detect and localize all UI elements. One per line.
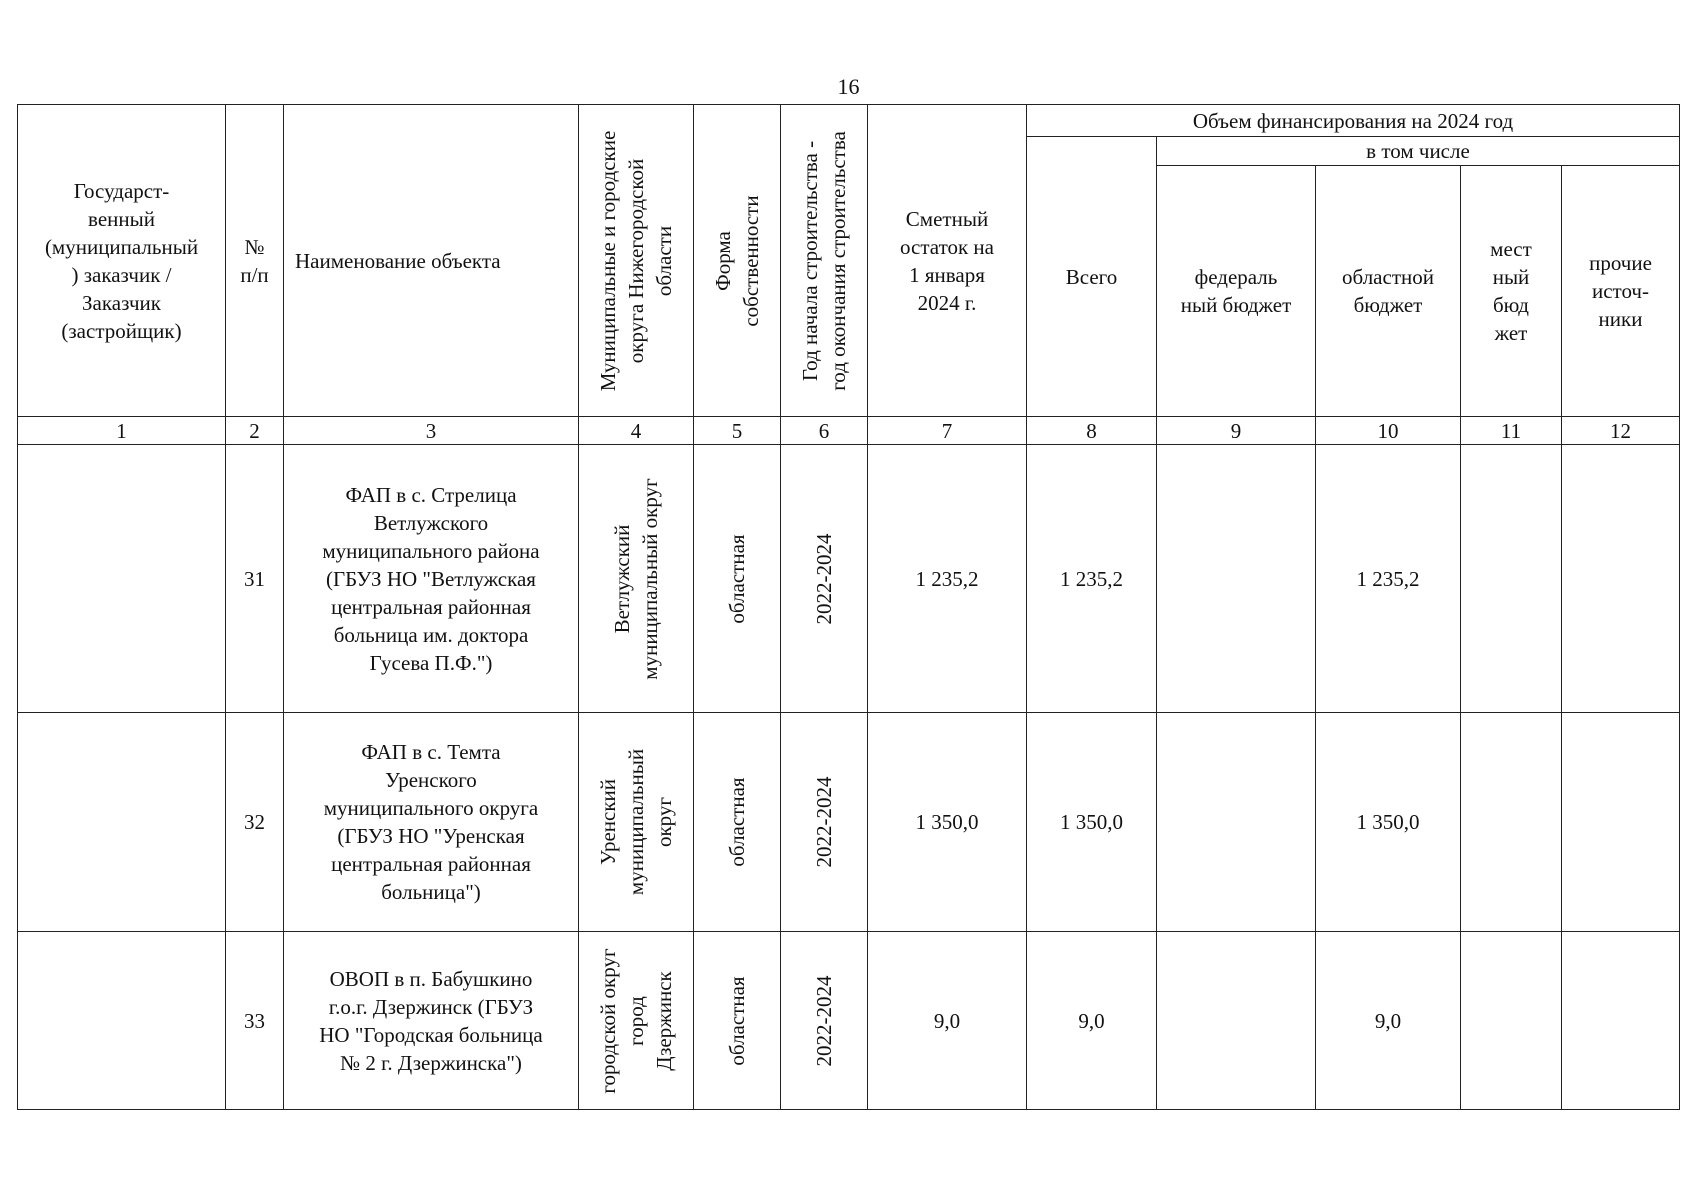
years-cell: 2022-2024 [781, 932, 868, 1110]
other-cell [1562, 713, 1680, 932]
ownership-cell: областная [694, 445, 781, 713]
customer-cell [18, 932, 226, 1110]
column-number: 11 [1461, 417, 1562, 445]
object-name: ФАП в с. Темта Уренского муниципального округа (ГБУЗ НО "Уренская центральная районная больница") [284, 713, 579, 932]
column-number: 7 [868, 417, 1027, 445]
column-number: 5 [694, 417, 781, 445]
header-local-budget: мест ный бюд жет [1461, 166, 1562, 417]
regional-cell: 1 235,2 [1316, 445, 1461, 713]
federal-cell [1157, 713, 1316, 932]
row-number: 31 [226, 445, 284, 713]
header-federal-budget: федераль ный бюджет [1157, 166, 1316, 417]
column-number: 9 [1157, 417, 1316, 445]
column-number: 12 [1562, 417, 1680, 445]
header-ownership: Форма собственности [694, 105, 781, 417]
total-cell: 1 350,0 [1027, 713, 1157, 932]
column-number: 2 [226, 417, 284, 445]
district-cell: городской округ город Дзержинск [579, 932, 694, 1110]
column-number: 10 [1316, 417, 1461, 445]
other-cell [1562, 445, 1680, 713]
estimate-cell: 9,0 [868, 932, 1027, 1110]
page-number: 16 [837, 74, 860, 99]
header-district: Муниципальные и городские округа Нижегородской области [579, 105, 694, 417]
estimate-cell: 1 350,0 [868, 713, 1027, 932]
header-total: Всего [1027, 137, 1157, 417]
object-name: ОВОП в п. Бабушкино г.о.г. Дзержинск (ГБУЗ НО "Городская больница № 2 г. Дзержинска") [284, 932, 579, 1110]
header-construction-years: Год начала строительства - год окончания строительства [781, 105, 868, 417]
object-name: ФАП в с. Стрелица Ветлужского муниципального района (ГБУЗ НО "Ветлужская центральная районная больница им. доктора Гусева П.Ф.") [284, 445, 579, 713]
estimate-cell: 1 235,2 [868, 445, 1027, 713]
column-number: 4 [579, 417, 694, 445]
other-cell [1562, 932, 1680, 1110]
column-number-row [18, 417, 1680, 445]
years-cell: 2022-2024 [781, 445, 868, 713]
total-cell: 9,0 [1027, 932, 1157, 1110]
column-number: 6 [781, 417, 868, 445]
row-number: 32 [226, 713, 284, 932]
table-row [18, 445, 1680, 713]
ownership-cell: областная [694, 713, 781, 932]
federal-cell [1157, 932, 1316, 1110]
local-cell [1461, 713, 1562, 932]
table-row [18, 713, 1680, 932]
local-cell [1461, 445, 1562, 713]
years-cell: 2022-2024 [781, 713, 868, 932]
table-row [18, 932, 1680, 1110]
header-estimate-balance: Сметный остаток на 1 января 2024 г. [868, 105, 1027, 417]
customer-cell [18, 713, 226, 932]
column-number: 3 [284, 417, 579, 445]
district-cell: Уренский муниципальный округ [579, 713, 694, 932]
header-including: в том числе [1157, 137, 1680, 166]
header-customer: Государст- венный (муниципальный ) заказчик / Заказчик (застройщик) [18, 105, 226, 417]
total-cell: 1 235,2 [1027, 445, 1157, 713]
header-row-number: № п/п [226, 105, 284, 417]
regional-cell: 1 350,0 [1316, 713, 1461, 932]
financing-table [17, 104, 1680, 1110]
column-number: 1 [18, 417, 226, 445]
header-object-name: Наименование объекта [284, 105, 579, 417]
customer-cell [18, 445, 226, 713]
regional-cell: 9,0 [1316, 932, 1461, 1110]
header-other-sources: прочие источ- ники [1562, 166, 1680, 417]
local-cell [1461, 932, 1562, 1110]
header-funding-group: Объем финансирования на 2024 год [1027, 105, 1680, 137]
header-regional-budget: областной бюджет [1316, 166, 1461, 417]
ownership-cell: областная [694, 932, 781, 1110]
column-number: 8 [1027, 417, 1157, 445]
federal-cell [1157, 445, 1316, 713]
district-cell: Ветлужский муниципальный округ [579, 445, 694, 713]
row-number: 33 [226, 932, 284, 1110]
